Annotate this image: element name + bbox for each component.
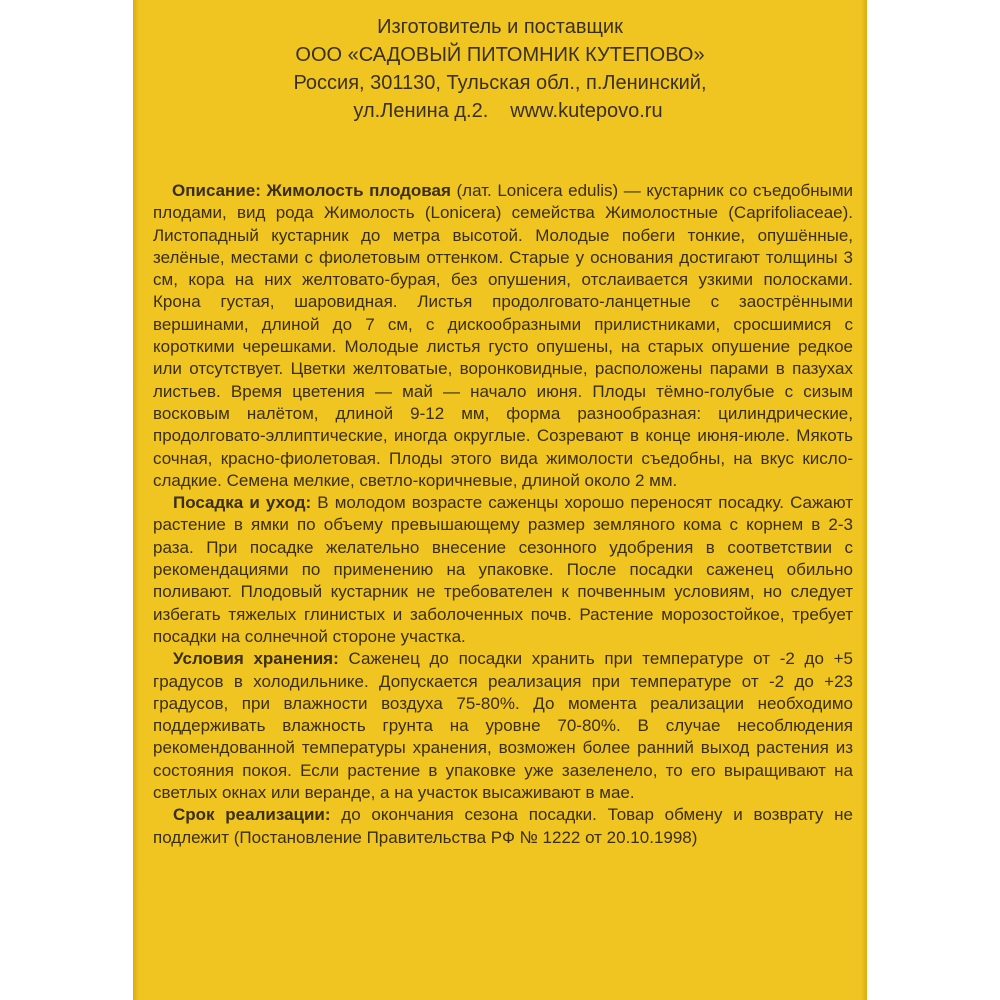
product-info-text — [153, 180, 853, 849]
manufacturer-title: Изготовитель и поставщик — [377, 16, 623, 38]
company-name: ООО «САДОВЫЙ ПИТОМНИК КУТЕПОВО» — [295, 44, 705, 66]
storage-heading: Условия хранения: — [173, 649, 339, 669]
company-website: www.kutepovo.ru — [510, 100, 663, 122]
company-region: Россия, 301130, Тульская обл., п.Ленинский, — [293, 72, 707, 94]
planting-heading: Посадка и уход: — [173, 493, 312, 513]
sale-period-heading: Срок реализации: — [173, 805, 331, 825]
sale-period-section — [153, 804, 853, 849]
sale-period-text: до окончания сезона посадки. Товар обмену и возврату не подлежит (Постановление Правительства РФ № 1222 от 20.10.1998) — [153, 805, 854, 847]
storage-section — [153, 648, 853, 804]
storage-text: Саженец до посадки хранить при температуре от -2 до +5 градусов в холодильнике. Допускается реализация при температуре от -2 до +23 градусов, при влажности воздуха 75-80%. До момента реализации необходимо поддерживать влажность грунта на уровне 70-80%. В случае несоблюдения рекомендованной температуры хранения, возможен более ранний выход растения из состояния покоя. Если растение в упаковке уже зазеленело, то его выращивают на светлых окнах или веранде, а на участок высаживают в мае. — [153, 649, 853, 803]
planting-section — [153, 492, 853, 648]
company-street: ул.Ленина д.2. — [353, 100, 489, 122]
description-section — [153, 180, 853, 492]
company-address-line — [143, 97, 857, 125]
planting-text: В молодом возрасте саженцы хорошо переносят посадку. Сажают растение в ямки по объему превышающему размер земляного кома с корнем в 2-3 раза. При посадке желательно внесение сезонного удобрения в соответствии с рекомендациями по применению на упаковке. После посадки саженец обильно поливают. Плодовый кустарник не требователен к почвенным условиям, но следует избегать тяжелых глинистых и заболоченных почв. Растение морозостойкое, требует посадки на солнечной стороне участка. — [153, 493, 853, 646]
product-label-panel — [133, 0, 867, 1000]
manufacturer-block — [143, 13, 857, 125]
description-text: (лат. Lonicera edulis) — кустарник со съедобными плодами, вид рода Жимолость (Lonicera) семейства Жимолостные (Caprifoliaceae). Листопадный кустарник до метра высотой. Молодые побеги тонкие, опушённые, зелёные, местами с фиолетовым оттенком. Старые у основания достигают толщины 3 см, кора на них желтовато-бурая, без опушения, отслаивается узкими полосками. Крона густая, шаровидная. Листья продолговато-ланцетные с заострёнными вершинами, длиной до 7 см, с дискообразными прилистниками, сросшимися с короткими черешками. Молодые листья густо опушены, на старых опушение редкое или отсутствует. Цветки желтоватые, воронковидные, расположены парами в пазухах листьев. Время цветения — май — начало июня. Плоды тёмно-голубые с сизым восковым налётом, длиной 9-12 мм, форма разнообразная: цилиндрические, продолговато-эллиптические, иногда округлые. Созревают в конце июня-июле. Мякоть сочная, красно-фиолетовая. Плоды этого вида жимолости съедобны, на вкус кисло-сладкие. Семена мелкие, светло-коричневые, длиной около 2 мм. — [153, 181, 854, 490]
description-heading: Описание: Жимолость плодовая — [172, 181, 451, 200]
